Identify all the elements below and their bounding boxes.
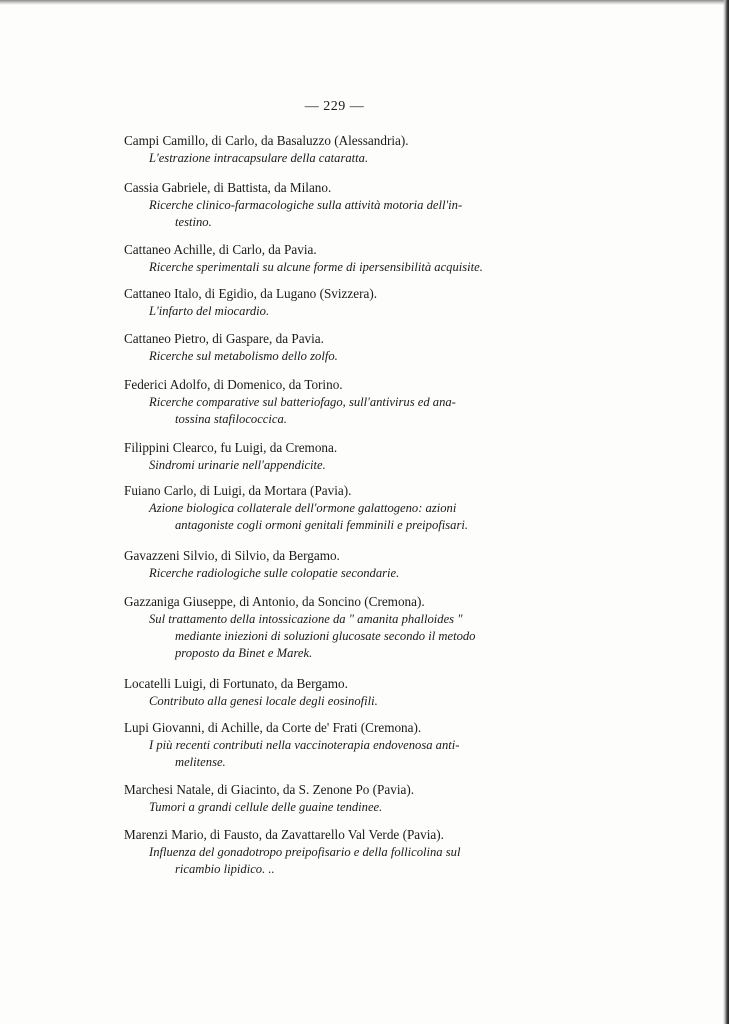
author-line: Filippini Clearco, fu Luigi, da Cremona. [124,440,338,455]
list-item [124,675,564,719]
thesis-title: Sindromi urinarie nell'appendicite. [149,458,326,472]
list-item [124,439,564,482]
thesis-title: Tumori a grandi cellule delle guaine tendinee. [149,800,383,814]
author-line: Gazzaniga Giuseppe, di Antonio, da Soncino (Cremona). [124,594,425,609]
thesis-title: L'estrazione intracapsulare della cataratta. [149,151,369,165]
thesis-title: Sul trattamento della intossicazione da " amanita phalloides " mediante iniezioni di soluzioni glucosate secondo il metodo proposto da Binet e Marek. [149,612,476,660]
list-item [124,482,564,547]
author-line: Marchesi Natale, di Giacinto, da S. Zenone Po (Pavia). [124,782,415,797]
author-line: Lupi Giovanni, di Achille, da Corte de' Frati (Cremona). [124,720,422,735]
list-item [124,781,564,826]
thesis-list [124,132,564,886]
list-item [124,241,564,285]
author-line: Locatelli Luigi, di Fortunato, da Bergamo. [124,676,348,691]
thesis-title: Ricerche comparative sul batteriofago, sull'antivirus ed ana- tossina stafilococcica. [149,395,456,426]
list-item [124,826,564,886]
list-item [124,376,564,439]
page-top-edge [0,0,729,5]
author-line: Campi Camillo, di Carlo, da Basaluzzo (Alessandria). [124,133,409,148]
thesis-title: Influenza del gonadotropo preipofisario e della follicolina sul ricambio lipidico. .. [149,845,461,876]
thesis-title: Ricerche radiologiche sulle colopatie secondarie. [149,566,400,580]
list-item [124,719,564,781]
author-line: Cattaneo Pietro, di Gaspare, da Pavia. [124,331,324,346]
author-line: Cattaneo Achille, di Carlo, da Pavia. [124,242,317,257]
thesis-title: Azione biologica collaterale dell'ormone galattogeno: azioni antagoniste cogli ormoni genitali femminili e preipofisari. [149,501,469,532]
list-item [124,330,564,376]
list-item [124,132,564,179]
list-item [124,179,564,241]
author-line: Marenzi Mario, di Fausto, da Zavattarello Val Verde (Pavia). [124,827,444,842]
list-item [124,547,564,593]
thesis-title: Ricerche sperimentali su alcune forme di ipersensibilità acquisite. [149,260,483,274]
author-line: Cassia Gabriele, di Battista, da Milano. [124,180,332,195]
thesis-title: L'infarto del miocardio. [149,304,270,318]
author-line: Gavazzeni Silvio, di Silvio, da Bergamo. [124,548,340,563]
author-line: Cattaneo Italo, di Egidio, da Lugano (Svizzera). [124,286,378,301]
list-item [124,593,564,675]
list-item [124,285,564,330]
thesis-title: Contributo alla genesi locale degli eosinofili. [149,694,378,708]
author-line: Fuiano Carlo, di Luigi, da Mortara (Pavia). [124,483,352,498]
author-line: Federici Adolfo, di Domenico, da Torino. [124,377,343,392]
thesis-title: Ricerche sul metabolismo dello zolfo. [149,349,338,363]
page-right-edge [723,0,729,1024]
page-number: — 229 — [304,99,365,114]
thesis-title: Ricerche clinico-farmacologiche sulla attività motoria dell'in- testino. [149,198,463,229]
thesis-title: I più recenti contributi nella vaccinoterapia endovenosa anti- melitense. [149,738,460,769]
